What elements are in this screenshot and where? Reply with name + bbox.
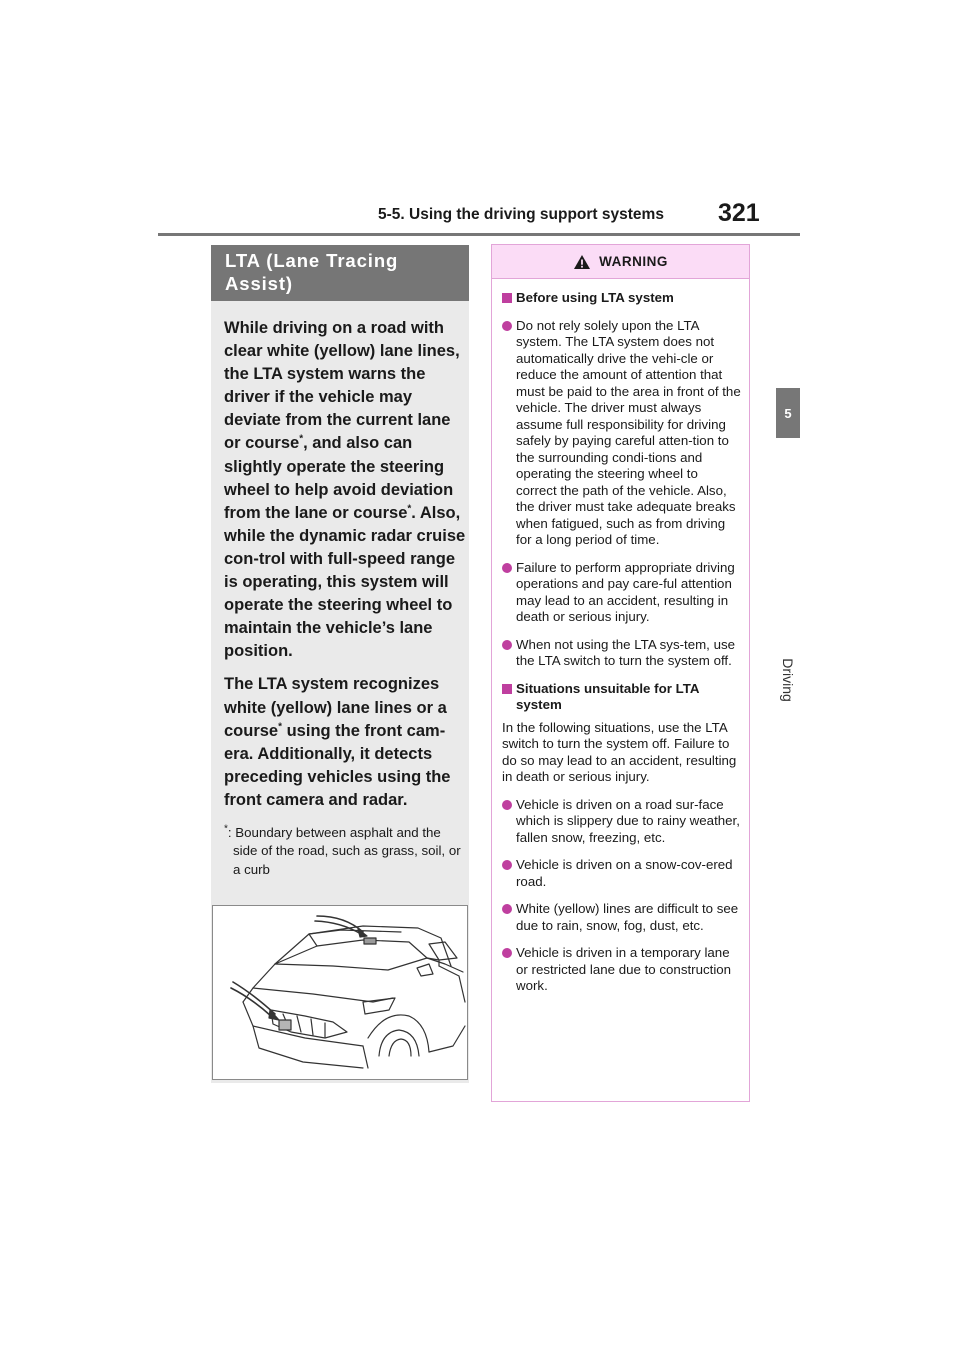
warning-item: Vehicle is driven on a road sur-face which is slippery due to rainy weather, fallen snow, freezing, etc. xyxy=(502,797,741,847)
bullet-icon xyxy=(502,800,512,810)
bullet-icon xyxy=(502,640,512,650)
lta-body xyxy=(224,317,466,879)
lta-title-line1: LTA (Lane Tracing xyxy=(225,250,399,271)
warning-item: When not using the LTA sys-tem, use the LTA switch to turn the system off. xyxy=(502,637,741,670)
bullet-icon xyxy=(502,563,512,573)
bullet-icon xyxy=(502,948,512,958)
warning-heading-before-using: Before using LTA system xyxy=(502,290,741,307)
warning-header xyxy=(492,245,749,279)
chapter-label: Driving xyxy=(780,658,797,702)
lta-info-panel xyxy=(211,245,469,1083)
warning-content xyxy=(492,290,749,995)
lta-title-line2: Assist) xyxy=(225,273,293,294)
warning-box xyxy=(491,244,750,1102)
warning-item: Vehicle is driven on a snow-cov-ered road. xyxy=(502,857,741,890)
bullet-icon xyxy=(502,321,512,331)
lta-title-bar xyxy=(211,245,469,301)
bullet-icon xyxy=(502,904,512,914)
section-title: 5-5. Using the driving support systems xyxy=(378,206,664,223)
lta-description: While driving on a road with clear white (yellow) lane lines, the LTA system warns the driver if the vehicle may deviate from the current lane or course*, and also can slightly operate the steering wheel to help avoid deviation from the lane or course*. Also, while the dynamic radar cruise con-trol with full-speed range is operating, this system will operate the steering wheel to maintain the vehicle’s lane position. xyxy=(224,319,466,661)
bullet-icon xyxy=(502,860,512,870)
chapter-number-tab: 5 xyxy=(776,388,800,438)
warning-triangle-icon xyxy=(573,254,591,270)
warning-heading-unsuitable-situations: Situations unsuitable for LTA system xyxy=(502,681,741,714)
chapter-label-tab xyxy=(770,658,806,702)
warning-label: WARNING xyxy=(599,254,668,269)
lta-footnote: *: Boundary between asphalt and the side of the road, such as grass, soil, or a curb xyxy=(224,823,461,877)
warning-item: Failure to perform appropriate driving operations and pay care-ful attention may lead to an accident, resulting in death or serious injury. xyxy=(502,560,741,626)
warning-item: Vehicle is driven in a temporary lane or restricted lane due to construction work. xyxy=(502,945,741,995)
warning-item: White (yellow) lines are difficult to see due to rain, snow, fog, dust, etc. xyxy=(502,901,741,934)
warning-instruction-text: In the following situations, use the LTA switch to turn the system off. Failure to do so may lead to an accident, resulting in death or serious injury. xyxy=(502,719,737,784)
header-rule xyxy=(158,233,800,236)
square-bullet-icon xyxy=(502,684,512,694)
vehicle-camera-illustration xyxy=(212,905,468,1080)
lta-recognition-text: The LTA system recognizes white (yellow) lane lines or a course* using the front cam-era. Additionally, it detects preceding vehicles using the front camera and radar. xyxy=(224,675,451,809)
warning-item: Do not rely solely upon the LTA system. The LTA system does not automatically drive the vehi-cle or reduce the amount of attention that must be paid to the area in front of the vehicle. The driver must always assume full responsibility for driving safely by paying careful atten-tion to the surrounding condi-tions and operating the steering wheel to correct the path of the vehicle. Also, the driver must take adequate breaks when fatigued, such as from driving for a long period of time. xyxy=(502,318,741,549)
square-bullet-icon xyxy=(502,293,512,303)
page-number: 321 xyxy=(718,199,760,227)
